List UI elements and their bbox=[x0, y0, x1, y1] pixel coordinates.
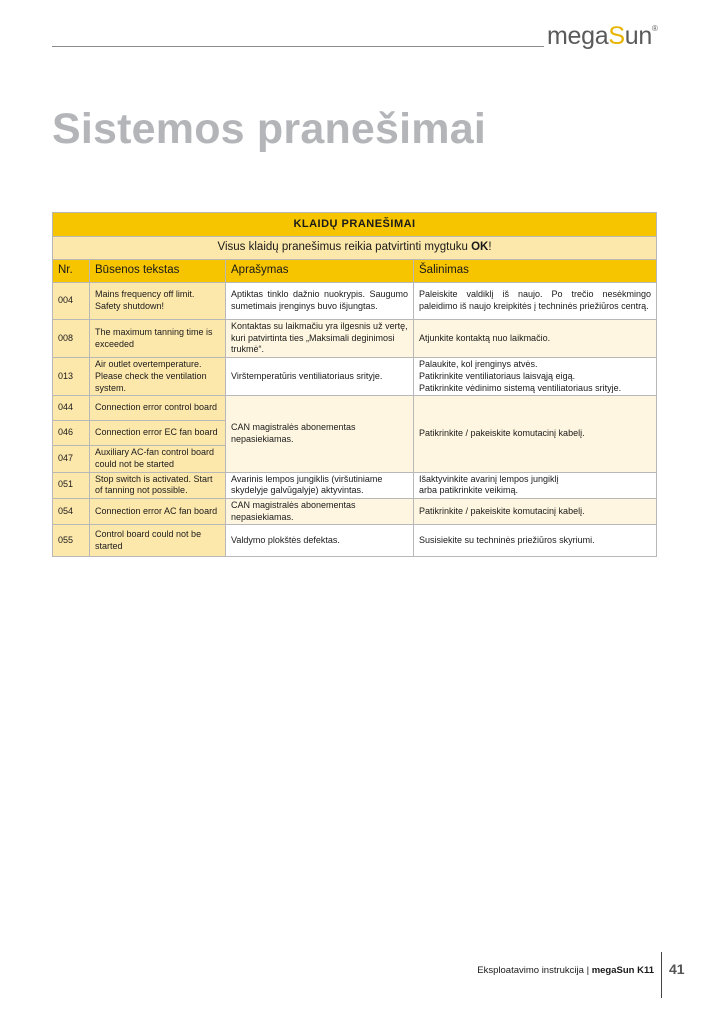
row-nr: 047 bbox=[53, 446, 90, 472]
row-fix: Išaktyvinkite avarinį lempos jungiklį arba patikrinkite veikimą. bbox=[414, 472, 657, 498]
registered-mark: ® bbox=[651, 24, 658, 33]
row-description: Aptiktas tinklo dažnio nuokrypis. Saugumo sumetimais įrenginys buvo išjungtas. bbox=[226, 283, 414, 320]
page-number: 41 bbox=[669, 961, 685, 977]
header-fix: Šalinimas bbox=[414, 260, 657, 283]
header-rule bbox=[52, 46, 544, 47]
megasun-logo bbox=[547, 22, 658, 51]
footer-manual-label: Eksploatavimo instrukcija | bbox=[477, 965, 592, 976]
row-status: Stop switch is activated. Start of tanning not possible. bbox=[90, 472, 226, 498]
row-status: The maximum tanning time is exceeded bbox=[90, 320, 226, 358]
row-fix: Susisiekite su techninės priežiūros skyriumi. bbox=[414, 525, 657, 557]
error-messages-table bbox=[52, 212, 657, 557]
logo-text-un: un bbox=[624, 22, 652, 50]
table-header-row bbox=[53, 260, 657, 283]
row-nr: 046 bbox=[53, 421, 90, 446]
row-status: Connection error AC fan board bbox=[90, 499, 226, 525]
row-nr: 054 bbox=[53, 499, 90, 525]
row-nr: 055 bbox=[53, 525, 90, 557]
note-text: Visus klaidų pranešimus reikia patvirtinti mygtuku bbox=[217, 241, 472, 254]
logo-text-mega: mega bbox=[547, 22, 609, 50]
table-note bbox=[53, 237, 657, 260]
row-status: Control board could not be started bbox=[90, 525, 226, 557]
row-nr: 008 bbox=[53, 320, 90, 358]
note-ok-keyword: OK bbox=[471, 241, 489, 254]
row-description: CAN magistralės abonementas nepasiekiamas. bbox=[226, 499, 414, 525]
header-status: Būsenos tekstas bbox=[90, 260, 226, 283]
row-status: Connection error control board bbox=[90, 396, 226, 421]
table-row bbox=[53, 499, 657, 525]
row-status: Auxiliary AC-fan control board could not be started bbox=[90, 446, 226, 472]
row-status: Connection error EC fan board bbox=[90, 421, 226, 446]
row-description: Virštemperatūris ventiliatoriaus srityje. bbox=[226, 358, 414, 396]
footer-divider bbox=[661, 952, 662, 998]
table-row bbox=[53, 358, 657, 396]
row-nr: 051 bbox=[53, 472, 90, 498]
table-caption: KLAIDŲ PRANEŠIMAI bbox=[53, 213, 657, 237]
table-row bbox=[53, 525, 657, 557]
row-fix: Paleiskite valdiklį iš naujo. Po trečio nesėkmingo paleidimo iš naujo kreipkitės į techninės priežiūros centrą. bbox=[414, 283, 657, 320]
header-description: Aprašymas bbox=[226, 260, 414, 283]
table-row bbox=[53, 320, 657, 358]
table-row bbox=[53, 283, 657, 320]
row-fix: Patikrinkite / pakeiskite komutacinį kabelį. bbox=[414, 499, 657, 525]
footer-text bbox=[477, 965, 654, 976]
row-description: Kontaktas su laikmačiu yra ilgesnis už vertę, kuri patvirtinta ties „Maksimali deginimosi trukmė“. bbox=[226, 320, 414, 358]
row-status: Air outlet overtemperature. Please check the ventilation system. bbox=[90, 358, 226, 396]
row-description: Valdymo plokštės defektas. bbox=[226, 525, 414, 557]
row-status: Mains frequency off limit. Safety shutdown! bbox=[90, 283, 226, 320]
row-nr: 013 bbox=[53, 358, 90, 396]
row-description: Avarinis lempos jungiklis (viršutiniame skydelyje galvūgalyje) aktyvintas. bbox=[226, 472, 414, 498]
page-title: Sistemos pranešimai bbox=[52, 105, 486, 153]
header-nr: Nr. bbox=[53, 260, 90, 283]
footer-product: megaSun K11 bbox=[591, 965, 654, 976]
table-row bbox=[53, 472, 657, 498]
row-nr: 004 bbox=[53, 283, 90, 320]
row-fix: Atjunkite kontaktą nuo laikmačio. bbox=[414, 320, 657, 358]
table-row bbox=[53, 396, 657, 421]
row-description-merged: CAN magistralės abonementas nepasiekiamas. bbox=[226, 396, 414, 472]
note-end: ! bbox=[488, 241, 492, 254]
row-fix-merged: Patikrinkite / pakeiskite komutacinį kabelį. bbox=[414, 396, 657, 472]
logo-sun-letter: S bbox=[608, 22, 625, 50]
row-nr: 044 bbox=[53, 396, 90, 421]
row-fix: Palaukite, kol įrenginys atvės. Patikrinkite ventiliatoriaus laisvąją eigą. Patikrinkite vėdinimo sistemą ventiliatoriaus srityje. bbox=[414, 358, 657, 396]
